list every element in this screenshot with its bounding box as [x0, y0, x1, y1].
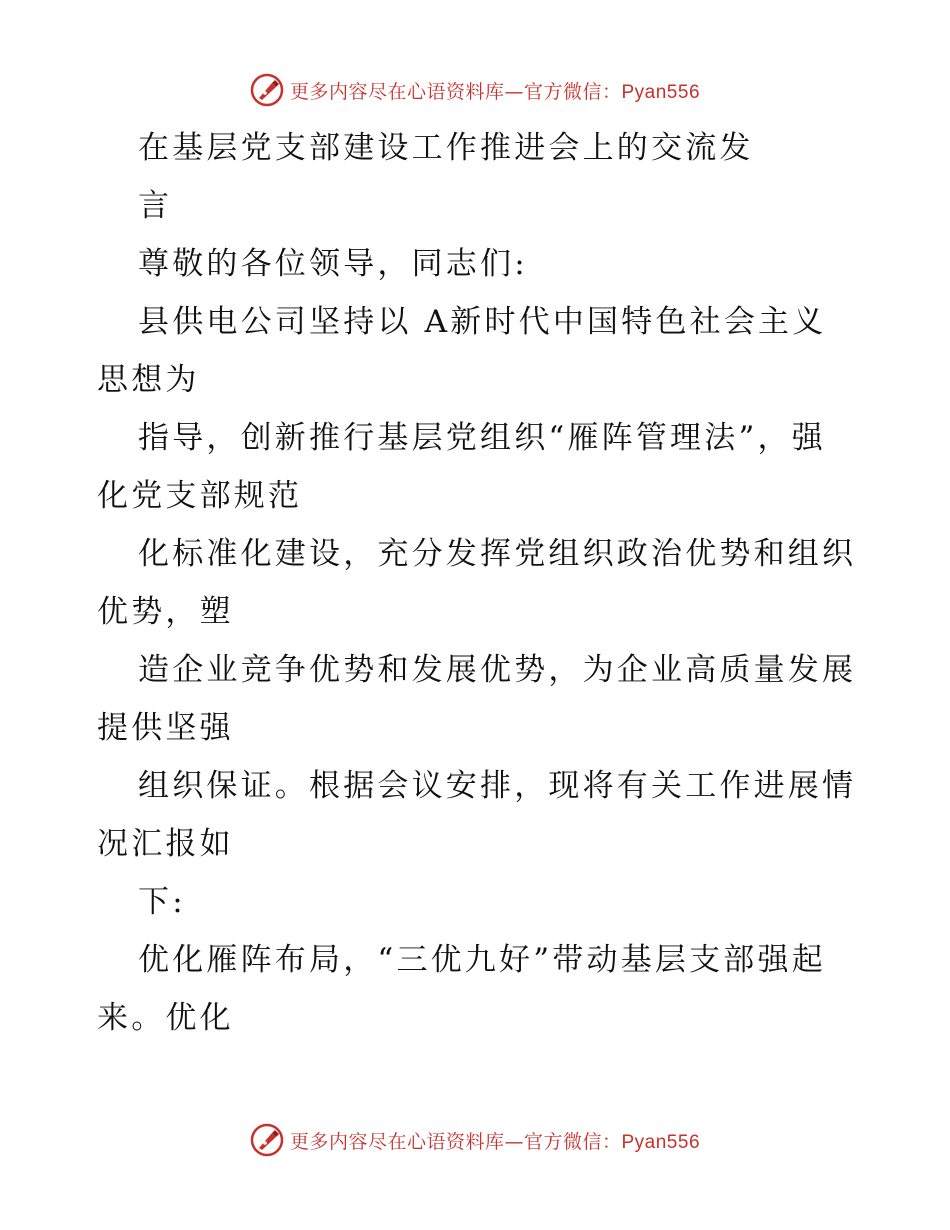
doc-paragraph-line: 化标准化建设，充分发挥党组织政治优势和组织: [138, 536, 857, 572]
watermark-cn-text: 更多内容尽在心语资料库: [289, 1130, 505, 1153]
watermark-text: [290, 1127, 700, 1154]
doc-paragraph-line: 优势，塑: [97, 594, 234, 630]
watermark-dash: —: [504, 80, 524, 103]
doc-paragraph-line: 况汇报如: [97, 826, 234, 862]
doc-title-line-2: 言: [138, 188, 173, 224]
watermark-dash: —: [504, 1130, 524, 1153]
doc-paragraph-line: 来。优化: [97, 1000, 234, 1036]
doc-paragraph-line: 造企业竞争优势和发展优势，为企业高质量发展: [138, 652, 857, 688]
pen-nib-logo-icon: [250, 1123, 284, 1157]
doc-paragraph-line: 优化雁阵布局，“三优九好”带动基层支部强起: [138, 942, 826, 978]
doc-paragraph-line: 县供电公司坚持以 A新时代中国特色社会主义: [138, 304, 827, 340]
pen-nib-logo-icon: [250, 73, 284, 107]
watermark-wechat-id: Pyan556: [621, 81, 701, 103]
doc-paragraph-line: 组织保证。根据会议安排，现将有关工作进展情: [138, 768, 857, 804]
header-watermark: [0, 70, 950, 110]
doc-paragraph-line: 化党支部规范: [97, 478, 303, 514]
footer-watermark: [0, 1120, 950, 1160]
doc-salutation: 尊敬的各位领导，同志们:: [138, 246, 528, 282]
watermark-wechat-label: 官方微信：: [523, 80, 622, 103]
doc-paragraph-line: 提供坚强: [97, 710, 234, 746]
doc-title-line-1: 在基层党支部建设工作推进会上的交流发: [138, 130, 754, 166]
doc-paragraph-line: 指导，创新推行基层党组织“雁阵管理法”，强: [138, 420, 826, 456]
watermark-wechat-label: 官方微信：: [523, 1130, 622, 1153]
watermark-wechat-id: Pyan556: [621, 1131, 701, 1153]
watermark-cn-text: 更多内容尽在心语资料库: [289, 80, 505, 103]
doc-paragraph-line: 下:: [138, 884, 186, 920]
doc-paragraph-line: 思想为: [97, 362, 200, 398]
watermark-text: [290, 77, 700, 104]
